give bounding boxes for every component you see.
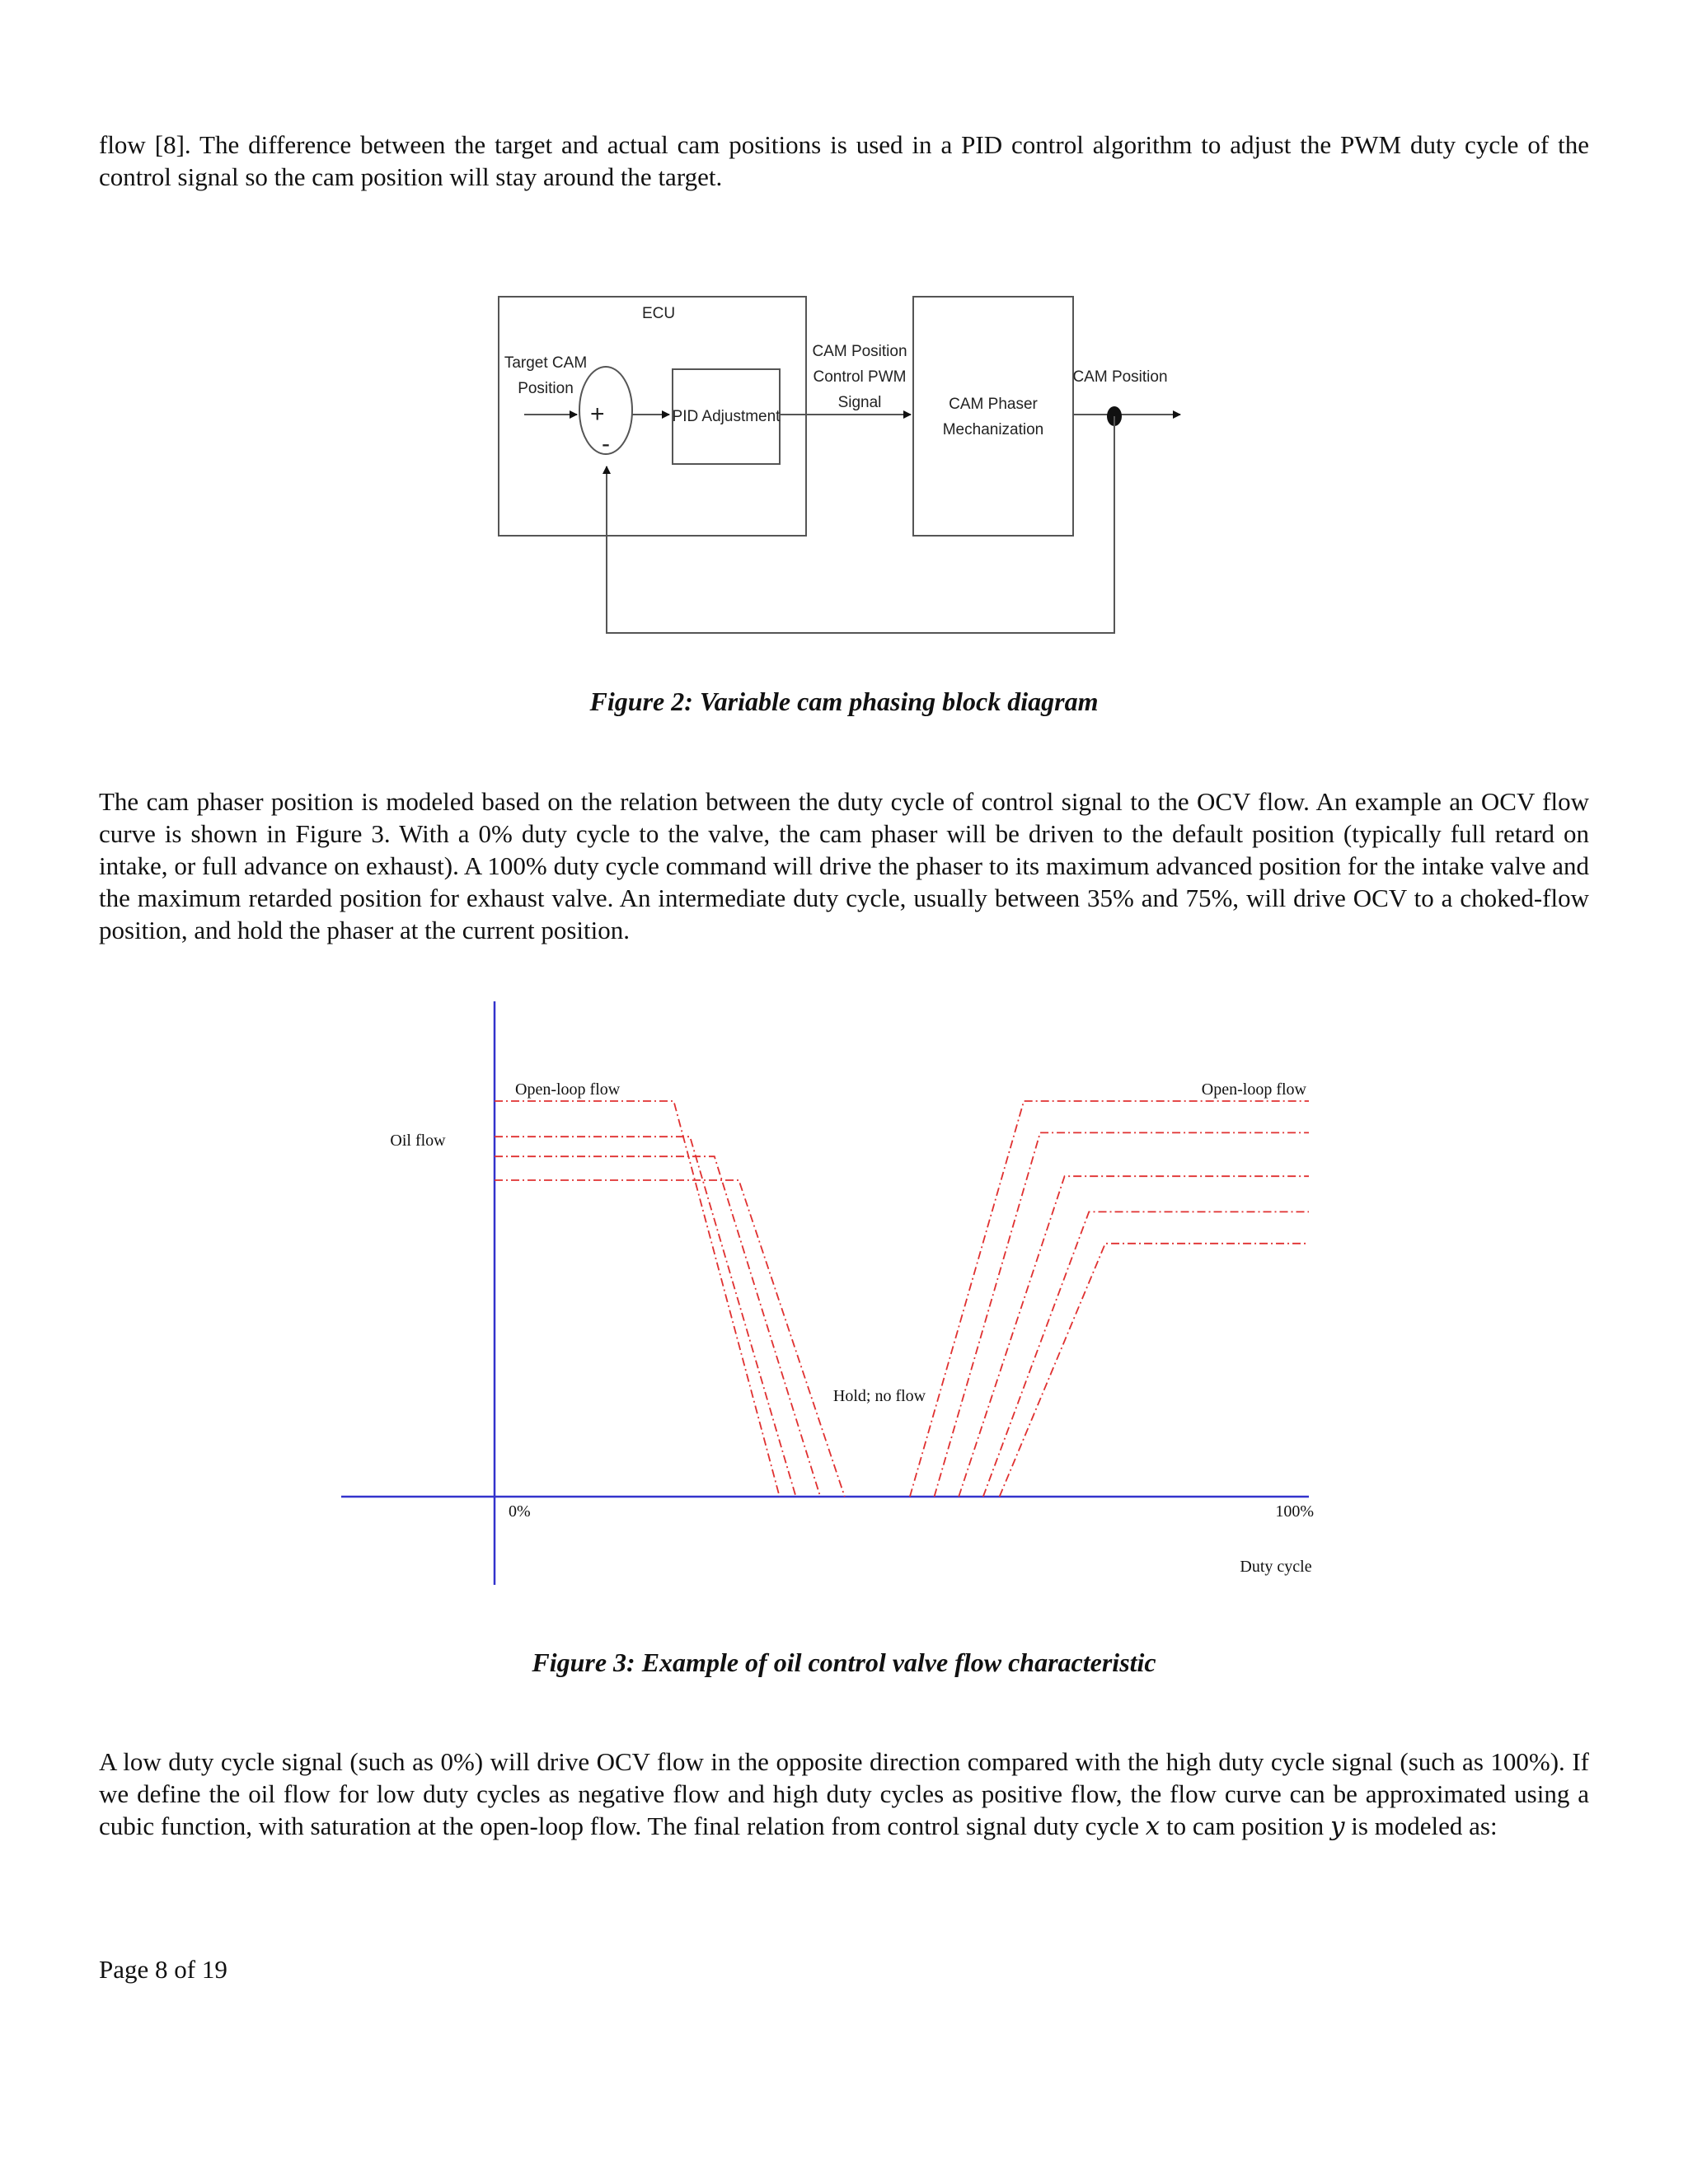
flow-curve-high-duty-2 — [935, 1132, 1310, 1497]
flow-curve-low-duty-3 — [495, 1156, 820, 1497]
target-label-line1: Target CAM — [504, 354, 588, 372]
page-number: Page 8 of 19 — [99, 1955, 227, 1984]
ecu-box — [499, 297, 806, 536]
flow-curve-high-duty-5 — [1000, 1244, 1309, 1497]
pid-box — [673, 369, 780, 464]
summing-junction — [579, 367, 632, 454]
x-tick-100: 100% — [1275, 1502, 1314, 1521]
annotation-open-loop-right: Open-loop flow — [1201, 1080, 1306, 1099]
flow-curve-high-duty-3 — [959, 1176, 1309, 1497]
signal-label-line2: Control PWM — [813, 368, 907, 386]
cubic-text-part1: A low duty cycle signal (such as 0%) will drive OCV flow in the opposite direction compared with the high duty cycle signal (such as 100%). If we define the oil flow for low duty cycles as negative flow and high duty cycles as positive flow, the flow curve can be approximated using a cubic function, with saturation at the open-loop flow. The final relation from control signal duty cycle — [99, 1747, 1589, 1840]
phaser-label-line1: CAM Phaser — [949, 396, 1038, 413]
target-label-line2: Position — [518, 380, 574, 397]
cubic-text-part3: is modeled as: — [1351, 1811, 1498, 1840]
pid-label: PID Adjustment — [672, 408, 781, 425]
y-axis-label: Oil flow — [390, 1132, 446, 1150]
minus-sign: - — [602, 430, 610, 457]
signal-label-line1: CAM Position — [812, 343, 907, 360]
output-pickoff-node — [1107, 406, 1122, 426]
x-axis-label: Duty cycle — [1240, 1558, 1312, 1576]
phaser-label-line2: Mechanization — [942, 421, 1044, 438]
signal-label-line3: Signal — [837, 394, 882, 411]
flow-curve-low-duty-1 — [495, 1101, 780, 1497]
flow-curve-group — [495, 1101, 1309, 1497]
cubic-text-part2: to cam position — [1166, 1811, 1325, 1840]
x-tick-0: 0% — [509, 1502, 531, 1521]
variable-y: y — [1329, 1811, 1345, 1841]
feedback-path — [607, 416, 1114, 633]
paragraph-ocv-model: The cam phaser position is modeled based on the relation between the duty cycle of control signal to the OCV flow. An example an OCV flow curve is shown in Figure 3. With a 0% duty cycle to the valve, the cam phaser will be driven to the default position (typically full retard on intake, or full advance on exhaust). A 100% duty cycle command will drive the phaser to its maximum advanced position for the intake valve and the maximum retarded position for exhaust valve. An intermediate duty cycle, usually between 35% and 75%, will drive OCV to a choked-flow position, and hold the phaser at the current position. — [99, 787, 1589, 944]
figure-2-caption: Figure 2: Variable cam phasing block diagram — [589, 687, 1099, 716]
annotation-open-loop-left: Open-loop flow — [515, 1080, 621, 1099]
flow-curve-high-duty-1 — [910, 1101, 1309, 1497]
plus-sign: + — [590, 401, 605, 428]
flow-curve-high-duty-4 — [983, 1212, 1309, 1497]
flow-curve-low-duty-2 — [495, 1137, 796, 1497]
annotation-hold-no-flow: Hold; no flow — [832, 1387, 926, 1405]
variable-x: x — [1145, 1811, 1160, 1841]
paragraph-cubic-model — [99, 1746, 1589, 1843]
figure-3-caption: Figure 3: Example of oil control valve flow characteristic — [532, 1647, 1156, 1677]
ecu-label: ECU — [641, 305, 676, 322]
paragraph-pid-intro: flow [8]. The difference between the target and actual cam positions is used in a PID control algorithm to adjust the PWM duty cycle of the control signal so the cam position will stay around the target. — [99, 130, 1589, 191]
output-label: CAM Position — [1072, 368, 1168, 386]
flow-curve-low-duty-4 — [495, 1180, 845, 1497]
phaser-box — [913, 297, 1073, 536]
